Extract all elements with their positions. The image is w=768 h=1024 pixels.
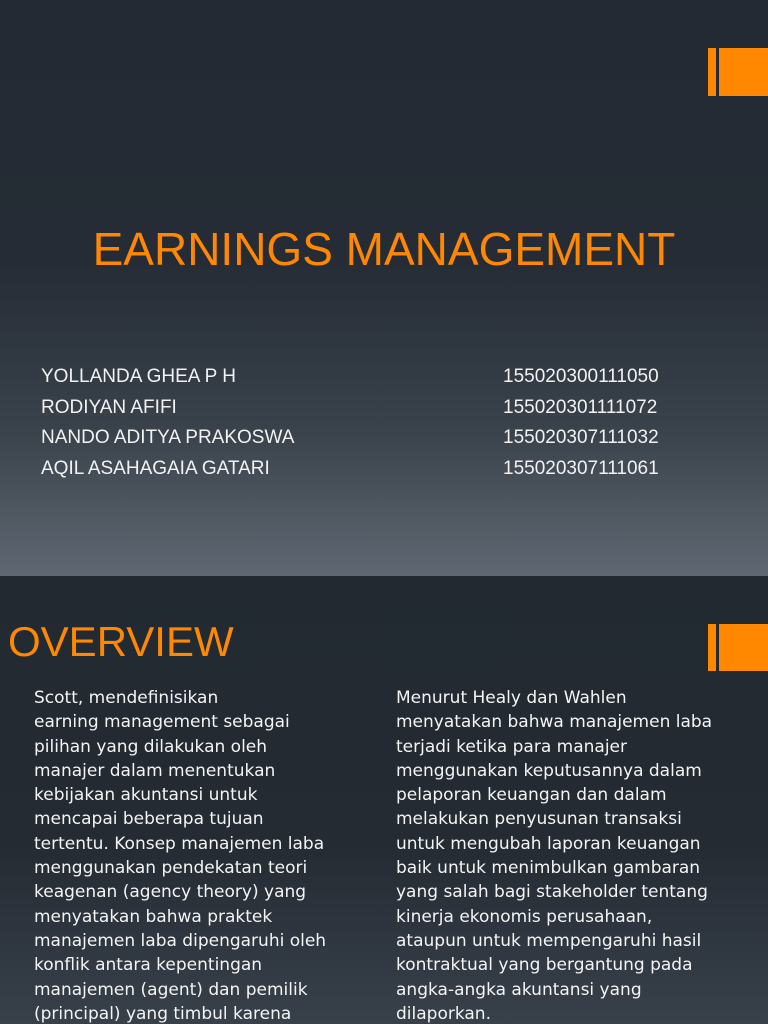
text-line: melakukan penyusunan transaksi <box>396 809 682 830</box>
slide-title: OVERVIEW <box>8 618 234 665</box>
text-line: yang salah bagi stakeholder tentang <box>396 882 708 903</box>
member-name: AQIL ASAHAGAIA GATARI <box>41 457 270 479</box>
member-name: NANDO ADITYA PRAKOSWA <box>41 427 295 448</box>
text-line: kebijakan akuntansi untuk <box>34 785 258 806</box>
text-line: konflik antara kepentingan <box>34 955 263 976</box>
text-line: angka-angka akuntansi yang <box>396 979 642 1000</box>
member-row <box>41 425 731 456</box>
slide-title: EARNINGS MANAGEMENT <box>92 223 676 275</box>
accent-bar-thin-icon <box>708 48 716 96</box>
text-line: tertentu. Konsep manajemen laba <box>34 833 325 854</box>
text-line: terjadi ketika para manajer <box>396 736 627 757</box>
member-id: 155020301111072 <box>503 396 658 418</box>
text-line: Menurut Healy dan Wahlen <box>396 688 627 708</box>
text-line: mencapai beberapa tujuan <box>34 809 264 830</box>
text-line: Scott, mendefinisikan <box>34 688 219 708</box>
right-text-column <box>396 686 768 1024</box>
text-line: keagenan (agency theory) yang <box>34 882 307 903</box>
member-list <box>41 364 731 486</box>
member-id: 155020307111032 <box>503 427 659 448</box>
member-row <box>41 456 731 487</box>
accent-bar-thin-icon <box>708 624 716 671</box>
overview-slide <box>0 576 768 1024</box>
text-line: untuk mengubah laporan keuangan <box>396 833 701 854</box>
left-text-column <box>34 686 364 1024</box>
text-line: menggunakan keputusannya dalam <box>396 760 702 781</box>
member-id: 155020307111061 <box>503 457 659 479</box>
text-line: baik untuk menimbulkan gambaran <box>396 858 701 879</box>
member-row <box>41 364 731 395</box>
text-line: pilihan yang dilakukan oleh <box>34 736 268 757</box>
text-line: manajemen (agent) dan pemilik <box>34 979 308 1000</box>
text-line: menyatakan bahwa manajemen laba <box>396 712 713 733</box>
text-line: manajer dalam menentukan <box>34 760 276 781</box>
text-line: menggunakan pendekatan teori <box>34 858 308 879</box>
member-name: YOLLANDA GHEA P H <box>41 366 237 387</box>
text-line: manajemen laba dipengaruhi oleh <box>34 930 327 951</box>
accent-bar-block-icon <box>719 624 768 671</box>
text-line: menyatakan bahwa praktek <box>34 906 273 927</box>
text-line: kontraktual yang bergantung pada <box>396 955 693 976</box>
text-line: kinerja ekonomis perusahaan, <box>396 906 653 927</box>
member-id: 155020300111050 <box>503 366 659 387</box>
member-name: RODIYAN AFIFI <box>41 396 177 418</box>
accent-bar-block-icon <box>719 48 768 96</box>
member-row <box>41 395 731 426</box>
text-line: (principal) yang timbul karena <box>34 1003 292 1024</box>
text-line: ataupun untuk mempengaruhi hasil <box>396 930 702 951</box>
text-line: earning management sebagai <box>34 712 290 733</box>
text-line: dilaporkan. <box>396 1003 491 1024</box>
text-line: pelaporan keuangan dan dalam <box>396 785 667 806</box>
